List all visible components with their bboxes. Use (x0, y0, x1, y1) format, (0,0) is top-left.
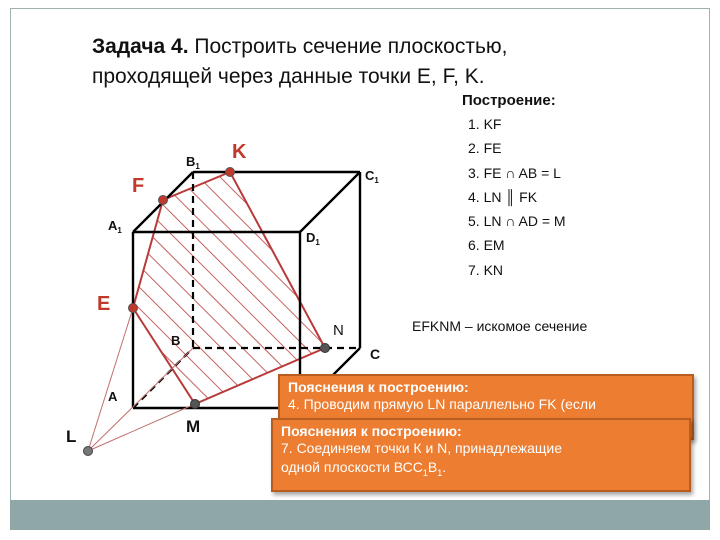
line-L-M (88, 404, 195, 451)
point-L (84, 447, 93, 456)
problem-statement: Построить сечение плоскостью, проходящей через данные точки E, F, K. (92, 35, 508, 88)
step-item: 3. FE ∩ AB = L (468, 164, 561, 181)
label-M: M (186, 417, 201, 436)
step-item: 6. EM (468, 237, 505, 254)
problem-number: Задача 4. (92, 35, 189, 58)
label-E: E (97, 293, 111, 315)
label-C1: $C_1$ (365, 168, 379, 185)
note-body-line1: 7. Соединяем точки К и N, принадлежащие (281, 440, 562, 456)
label-A: A (108, 389, 118, 404)
step-item: 1. KF (468, 116, 502, 132)
note-heading: Пояснения к построению: (281, 423, 462, 439)
construction-steps (468, 112, 566, 282)
label-A1: $A_1$ (108, 218, 122, 235)
point-N (321, 344, 330, 353)
label-B1: $B_1$ (186, 154, 200, 171)
construction-heading: Построение: (462, 92, 556, 109)
label-K: K (232, 141, 247, 163)
point-F (159, 196, 168, 205)
point-K (226, 168, 235, 177)
label-L: L (66, 427, 77, 446)
label-C: C (370, 346, 381, 362)
step-item: 7. KN (468, 261, 504, 278)
label-D1: $D_1$ (306, 230, 320, 247)
point-M (191, 400, 200, 409)
note-body: 4. Проводим прямую LN параллельно FK (если (288, 396, 596, 412)
label-N: N (333, 322, 344, 339)
note-heading: Пояснения к построению: (288, 379, 469, 395)
step-item: 5. LN ∩ AD = M (468, 213, 566, 230)
note-body-line2: одной плоскости $ВСС_1В_1$. (281, 459, 447, 478)
step-item: 4. LN ║ FK (468, 188, 538, 205)
label-B: B (171, 333, 181, 348)
label-F: F (132, 175, 145, 197)
point-E (129, 304, 138, 313)
section-polygon (133, 172, 325, 404)
result-statement: EFKNM – искомое сечение (412, 318, 588, 334)
step-item: 2. FE (468, 140, 502, 157)
explanation-note-front[interactable] (271, 418, 691, 492)
